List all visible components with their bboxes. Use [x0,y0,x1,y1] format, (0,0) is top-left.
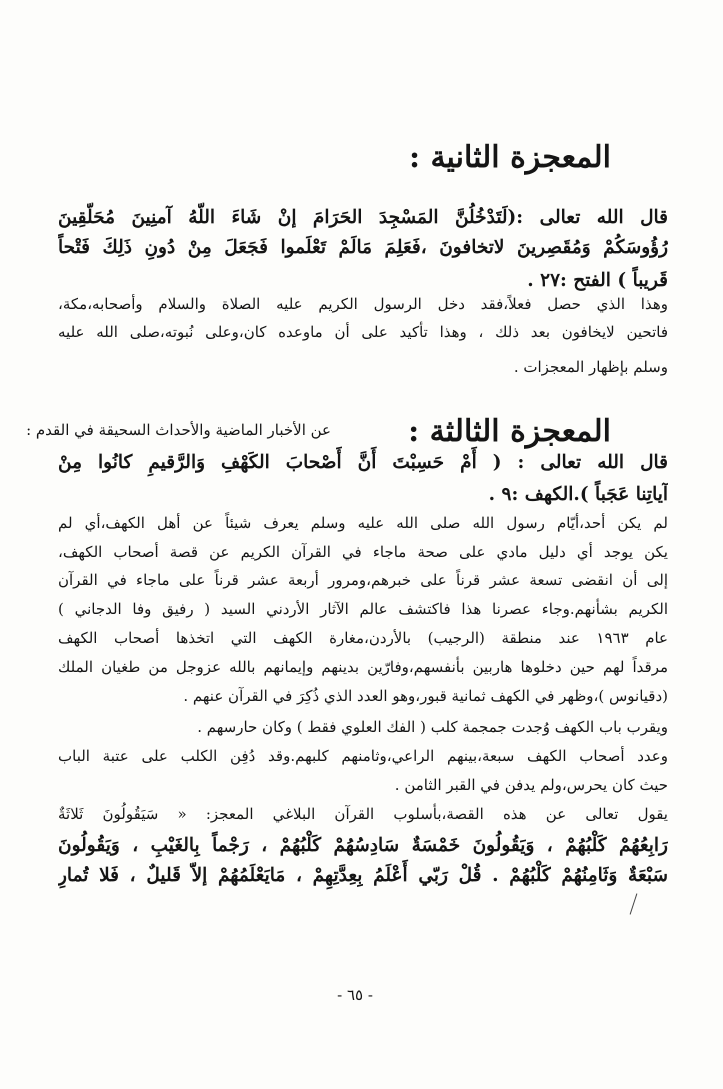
body-text-line: وهذا الذي حصل فعلاً،فقد دخل الرسول الكريم عليه الصلاة والسلام وأصحابه،مكة، [58,295,668,313]
margin-pen-mark [630,893,638,914]
quran-verse-line: سَبْعَةٌ وَثَامِنُهُمْ كَلْبُهُمْ . قُلْ رَبّي أَعْلَمُ بِعِدَّتِهِمْ ، مَايَعْلَمُهُمْ إلاّ قَليلٌ ، فَلا تُمارِ [58,865,668,886]
section-heading-subtitle: عن الأخبار الماضية والأحداث السحيقة في القدم : [26,421,331,439]
quran-verse-line: قال الله تعالى :(لَتَدْخُلُنَّ المَسْجِدَ الحَرَامَ إنْ شَاءَ اللّهُ آمنِينَ مُحَلّقِينَ [58,207,668,228]
page-number: - ٦٥ - [337,986,373,1004]
body-text-line: وسلم بإظهار المعجزات . [513,358,668,376]
body-text-line: وعدد أصحاب الكهف سبعة،بينهم الراعي،وثامنهم كلبهم.وقد دُفِن الكلب على عتبة الباب [58,747,668,765]
body-text-line: عام ١٩٦٣ عند منطقة (الرجيب) بالأردن،مغارة الكهف التي اتخذها أصحاب الكهف [58,629,668,647]
section-heading-second-miracle: المعجزة الثانية : [408,140,611,175]
quran-verse-line: آياتِنا عَجَباً ).الكهف :٩ . [488,484,668,505]
body-text-line: مرقداً لهم حين دخلوها هاربين بأنفسهم،وفارّين بدينهم وإيمانهم بالله عزوجل من طغيان الملك [58,658,668,676]
body-text-line: إلى أن انقضى تسعة عشر قرناً على خبرهم،ومرور أربعة عشر قرناً على ماجاء في القرآن [58,571,668,589]
body-text-line: الكريم بشأنهم.وجاء عصرنا هذا فاكتشف عالم الآثار الأردني السيد ( رفيق وفا الدجاني ) [58,600,668,618]
body-text-line: فاتحين لايخافون بعد ذلك ، وهذا تأكيد على أن ماوعده كان،وعلى نُبوته،صلى الله عليه [58,323,668,341]
quran-verse-line: قَريباً ) الفتح :٢٧ . [527,270,668,291]
quran-verse-line: رُؤُوسَكُمْ وَمُقَصِرينَ لاتخافونَ ،فَعَلِمَ مَالَمْ تَعْلَموا فَجَعَلَ مِنْ دُونِ ذَلِكَ فَتْحاً [58,237,668,258]
body-text-line: لم يكن أحد،أيّام رسول الله صلى الله عليه وسلم يعرف شيئاً عن أهل الكهف،أي لم [58,514,668,532]
body-text-line: ويقرب باب الكهف وُجدت جمجمة كلب ( الفك العلوي فقط ) وكان حارسهم . [197,718,668,736]
quran-verse-line: قال الله تعالى : ( أَمْ حَسِبْتَ أَنَّ أَصْحابَ الكَهْفِ وَالرَّقيمِ كانُوا مِنْ [58,452,668,473]
section-heading-third-miracle: المعجزة الثالثة : [408,414,611,449]
body-text-line: يقول تعالى عن هذه القصة،بأسلوب القرآن البلاغي المعجز: « سَيَقُولُونَ ثَلاثَةٌ [58,805,668,823]
quran-verse-line: رَابِعُهُمْ كَلْبُهُمْ ، وَيَقُولُونَ خَمْسَةٌ سَادِسُهُمْ كَلْبُهُمْ ، رَجْماً بِالغَيْبِ ، وَيَقُولُونَ [58,835,668,856]
body-text-line: حيث كان يحرس،ولم يدفن في القبر الثامن . [394,776,668,794]
body-text-line: يكن يوجد أي دليل مادي على صحة ماجاء في القرآن الكريم عن قصة أصحاب الكهف، [58,543,668,561]
body-text-line: (دقيانوس )،وظهر في الكهف ثمانية قبور،وهو العدد الذي ذُكِرَ في القرآن عنهم . [183,687,668,705]
